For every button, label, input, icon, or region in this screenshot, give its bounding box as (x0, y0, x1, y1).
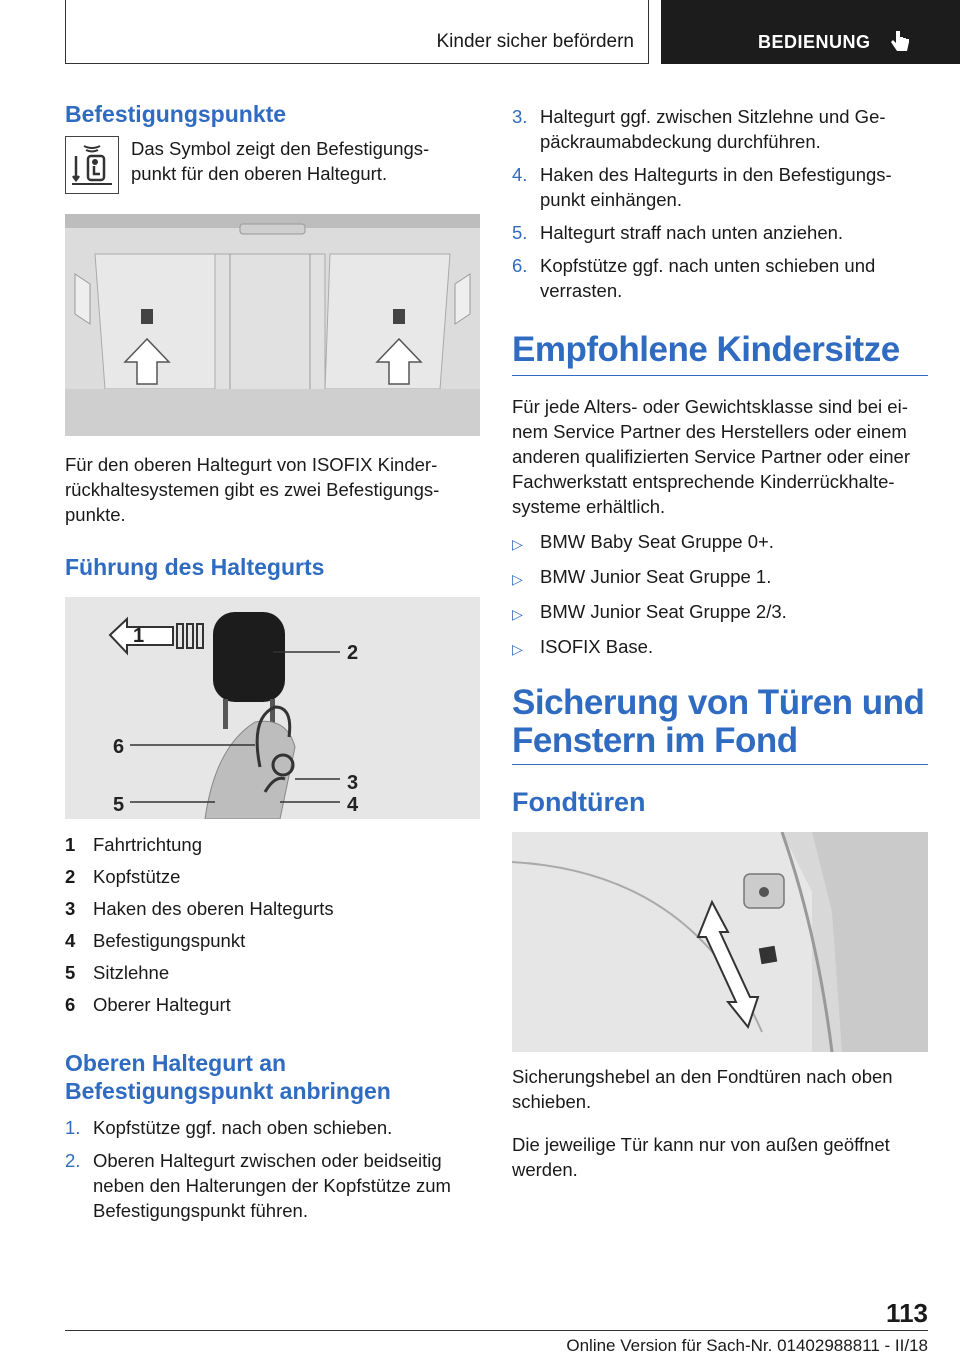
list-item-label: BMW Baby Seat Gruppe 0+. (540, 531, 774, 552)
text-line: Die jeweilige Tür kann nur von außen geöffnet (512, 1134, 890, 1155)
running-header-chapter (661, 0, 960, 64)
step-line: Befestigungspunkt führen. (93, 1200, 308, 1221)
running-header-section (65, 0, 649, 64)
heading-empfohlene-kindersitze: Empfohlene Kindersitze (512, 331, 928, 376)
step-item (512, 104, 928, 154)
text-line: punkte. (65, 504, 126, 525)
list-item-label: BMW Junior Seat Gruppe 1. (540, 566, 772, 587)
figure-label-2: 2 (347, 642, 359, 664)
figure-label-4: 4 (347, 794, 359, 816)
list-item-label: ISOFIX Base. (540, 636, 654, 657)
paragraph-isofix (65, 452, 480, 527)
legend-number: 1 (65, 834, 76, 855)
heading-anbringen (65, 1049, 480, 1105)
footer-divider (65, 1330, 928, 1331)
text-line: rückhaltesystemen gibt es zwei Befestigungs- (65, 479, 440, 500)
symbol-explanation (65, 136, 480, 194)
pointing-hand-icon (889, 29, 911, 55)
step-item (512, 220, 928, 245)
legend-label: Befestigungspunkt (93, 930, 246, 951)
text-line: Fachwerkstatt entsprechende Kinderrückhalte- (512, 471, 895, 492)
legend-item (65, 829, 480, 861)
header-section-title: Kinder sicher befördern (436, 31, 634, 52)
figure-label-1: 1 (133, 625, 145, 647)
list-item (512, 529, 928, 557)
legend-label: Oberer Haltegurt (93, 994, 231, 1015)
footer-version-text: Online Version für Sach-Nr. 01402988811 - II/18 (566, 1336, 928, 1355)
bullet-icon: ▷ (512, 606, 523, 622)
right-column (512, 104, 928, 1182)
step-number: 1. (65, 1117, 81, 1138)
heading-fuehrung: Führung des Haltegurts (65, 554, 325, 580)
text-line: systeme erhältlich. (512, 496, 666, 517)
step-text (93, 1115, 392, 1140)
step-number: 6. (512, 255, 528, 276)
step-number: 5. (512, 222, 528, 243)
step-line: Kopfstütze ggf. nach unten schieben und (540, 255, 876, 276)
step-line: Oberen Haltegurt zwischen oder beidseitig (93, 1150, 442, 1171)
legend-label: Fahrtrichtung (93, 834, 202, 855)
step-line: verrasten. (540, 280, 623, 301)
steps-list-right (512, 104, 928, 303)
step-text (540, 104, 886, 154)
heading-line: Oberen Haltegurt an (65, 1050, 287, 1076)
text-line: Für jede Alters- oder Gewichtsklasse sind bei ei- (512, 396, 908, 417)
step-number: 4. (512, 164, 528, 185)
tether-routing-figure (65, 597, 480, 819)
heading-line: Sicherung von Türen und (512, 683, 925, 722)
figure-label-6: 6 (113, 736, 125, 758)
step-item (512, 253, 928, 303)
steps-list-left (65, 1115, 480, 1223)
heading-befestigungspunkte: Befestigungspunkte (65, 101, 287, 127)
text-line: schieben. (512, 1091, 592, 1112)
legend-item (65, 893, 480, 925)
heading-fondtueren: Fondtüren (512, 787, 646, 817)
step-text (540, 253, 875, 303)
list-item-label: BMW Junior Seat Gruppe 2/3. (540, 601, 787, 622)
legend-item (65, 861, 480, 893)
seat-list (512, 529, 928, 662)
symbol-text-line: Das Symbol zeigt den Befestigungs- (131, 138, 430, 159)
heading-line: Befestigungspunkt anbringen (65, 1078, 391, 1104)
paragraph-empfehlung (512, 394, 928, 519)
bullet-icon: ▷ (512, 571, 523, 587)
legend-item (65, 925, 480, 957)
step-text (540, 162, 892, 212)
door-lock-figure (512, 832, 928, 1052)
step-line: Kopfstütze ggf. nach oben schieben. (93, 1117, 393, 1138)
left-column (65, 100, 480, 1231)
figure-label-3: 3 (347, 772, 359, 794)
legend-number: 5 (65, 962, 76, 983)
step-number: 2. (65, 1150, 81, 1171)
step-item (512, 162, 928, 212)
paragraph-hebel (512, 1064, 928, 1114)
legend-number: 6 (65, 994, 76, 1015)
trunk-anchor-figure (65, 214, 480, 436)
step-text (540, 220, 843, 245)
legend-item (65, 957, 480, 989)
legend-label: Sitzlehne (93, 962, 170, 983)
list-item (512, 564, 928, 592)
text-line: Sicherungshebel an den Fondtüren nach oben (512, 1066, 893, 1087)
text-line: werden. (512, 1159, 578, 1180)
step-line: Haltegurt ggf. zwischen Sitzlehne und Ge- (540, 106, 886, 127)
list-item (512, 634, 928, 662)
figure-label-5: 5 (113, 794, 125, 816)
step-line: Haltegurt straff nach unten anziehen. (540, 222, 844, 243)
symbol-description (131, 136, 429, 194)
legend-item (65, 989, 480, 1021)
heading-line: Fenstern im Fond (512, 721, 798, 760)
text-line: nem Service Partner des Herstellers oder einem (512, 421, 907, 442)
legend-number: 3 (65, 898, 76, 919)
bullet-icon: ▷ (512, 641, 523, 657)
legend-number: 2 (65, 866, 76, 887)
step-item (65, 1115, 480, 1140)
legend-number: 4 (65, 930, 76, 951)
step-line: Haken des Haltegurts in den Befestigungs- (540, 164, 892, 185)
heading-sicherung (512, 684, 928, 765)
page-number: 113 (886, 1298, 928, 1328)
step-item (65, 1148, 480, 1223)
list-item (512, 599, 928, 627)
legend-label: Kopfstütze (93, 866, 181, 887)
text-line: anderen qualifizierten Service Partner oder einer (512, 446, 910, 467)
text-line: Für den oberen Haltegurt von ISOFIX Kinder- (65, 454, 438, 475)
symbol-text-line: punkt für den oberen Haltegurt. (131, 163, 388, 184)
header-chapter-title: BEDIENUNG (758, 32, 871, 52)
step-line: punkt einhängen. (540, 189, 682, 210)
step-line: päckraumabdeckung durchführen. (540, 131, 821, 152)
paragraph-tuer (512, 1132, 928, 1182)
figure-legend (65, 829, 480, 1021)
anchor-symbol-icon (65, 136, 119, 194)
step-number: 3. (512, 106, 528, 127)
bullet-icon: ▷ (512, 536, 523, 552)
step-text (93, 1148, 451, 1223)
step-line: neben den Halterungen der Kopfstütze zum (93, 1175, 451, 1196)
legend-label: Haken des oberen Haltegurts (93, 898, 334, 919)
